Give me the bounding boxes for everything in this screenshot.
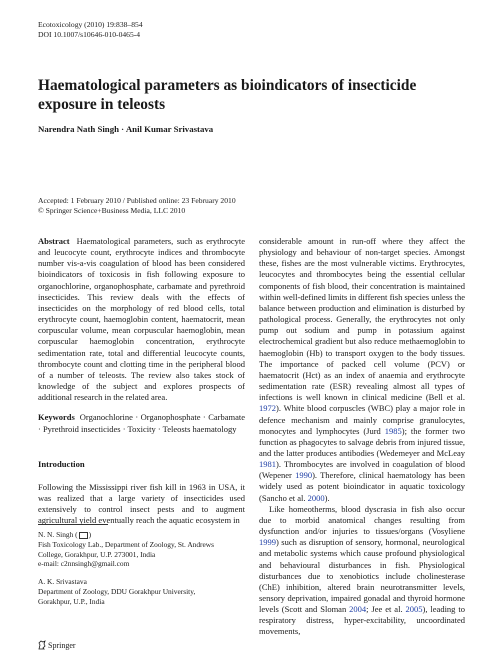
accepted-line: Accepted: 1 February 2010 / Published online: 23 February 2010 [38, 196, 236, 205]
abstract [38, 236, 245, 403]
publication-dates [38, 196, 236, 216]
keywords-label: Keywords [38, 412, 75, 423]
keywords-text: Organochlorine · Organophosphate · Carbamate · Pyrethroid insecticides · Toxicity · Teleosts haematology [38, 412, 246, 434]
citation-link[interactable]: 1981 [259, 459, 276, 470]
citation-link[interactable]: 2000 [307, 492, 325, 503]
body-text: ; Jee et al. [366, 604, 406, 615]
citation-link[interactable]: 1990 [295, 470, 313, 481]
author-1-name: N. N. Singh [38, 530, 74, 539]
body-paragraph-1 [259, 236, 465, 504]
citation-link[interactable]: 2004 [349, 604, 367, 615]
author-1-email[interactable]: e-mail: c2nnsingh@gmail.com [38, 559, 130, 569]
affiliation-1: N. N. Singh ( ) Fish Toxicology Lab., Department of Zoology, St. Andrews College, Gorakhpur, U.P. 273001, India e-mail: c2nnsingh@gmail.com [38, 530, 215, 569]
doi-line: DOI 10.1007/s10646-010-0465-4 [38, 30, 141, 39]
author-2-name: A. K. Srivastava [38, 577, 87, 587]
citation-link[interactable]: 2005 [405, 604, 423, 615]
citation-link[interactable]: 1972 [259, 403, 276, 414]
body-text: ). Therefore, clinical haematology has been widely used as potent bioindicator in aquatic toxicology (Sancho et al. [259, 470, 465, 503]
body-text: Like homeotherms, blood dyscrasia in fish also occur due to morbid anatomical changes resulting from dysfunction and/or injuries to tissues/organs (Vosyliene [259, 503, 465, 537]
affiliations [38, 530, 248, 607]
body-text: ) such as disruption of sensory, hormonal, neurological and metabolic systems which cause profound physiological and behavioural disturbances in fish. Physiological disturbances due to xenobiotics include cholinesterase (ChE) inhibition, altered brain neurotransmitter levels, sensory deprivation, impaired gonadal and thyroid hormone levels (Scott and Sloman [259, 537, 465, 615]
abstract-text: Haematological parameters, such as erythrocyte and leucocyte count, erythrocyte indices and thrombocyte number vis-a-vis coagulation of blood has been considered bioindicators of toxicosis in fish following exposure to organochlorine, organophosphate, carbamate and pyrethroid insecticides. This review deals with the effects of insecticides on the morphology of red blood cells, total erythrocyte count, haemoglobin content, haematocrit, mean corpuscular volume, mean corpuscular haemoglobin, mean corpuscular haemoglobin concentration, erythrocyte sedimentation rate, total and differential leucocyte counts, thrombocyte count and clotting time in the peripheral blood of a number of teleosts. The review also takes stock of knowledge of the subject and explores prospects of additional research in the related area. [38, 236, 245, 403]
publisher-name: Springer [48, 640, 76, 650]
copyright-line: © Springer Science+Business Media, LLC 2010 [38, 206, 186, 215]
body-text: ). [324, 492, 330, 503]
citation-link[interactable]: 1999 [259, 537, 276, 548]
envelope-icon [79, 532, 88, 539]
body-text: ). White blood corpuscles (WBC) play a major role in defence mechanism and mainly comprise granulocytes, monocytes and lymphocytes (Jurd [259, 403, 465, 436]
citation-link[interactable]: 1985 [384, 425, 402, 436]
body-text: considerable amount in run-off where they affect the physiology and behaviour of non-target species. Amongst these, fishes are the most vulnerable victims. Erythrocytes, leucocytes and thrombocytes being the essential cellular components of fish blood, their concentration is maintained within well-defined limits in different fish species unless the balance between production and elimination is disturbed by pathological process. Generally, the erythrocytes not only pump out sodium and pump in potassium against electrochemical gradient but also reduce methaemoglobin to haemoglobin (Hb) to transport oxygen to the body tissues. The importance of packed cell volume (PCV) or haematocrit (Hct) as an index of anaemia and erythrocyte sedimentation rate (ESR) revealing almost all types of infections is well known in clinical medicine (Bell et al. [259, 236, 465, 403]
author-2-address-line-1: Department of Zoology, DDU Gorakhpur University, [38, 586, 196, 596]
affiliation-2 [38, 577, 248, 606]
introduction-paragraph: Following the Mississippi river fish kill in 1963 in USA, it was realized that a large variety of insecticides used extensively to control insect pests and to augment agricultural yield eventually reach the aquatic ecosystem in [38, 481, 245, 526]
author-line: Narendra Nath Singh · Anil Kumar Srivastava [38, 124, 214, 134]
body-text: ); the former two function as phagocytes to salvage debris from injured tissue, and the latter produces antibodies (Wedemeyer and McLeay [259, 425, 466, 458]
author-1-address-line-2: College, Gorakhpur, U.P. 273001, India [38, 549, 156, 559]
article-title: Haematological parameters as bioindicators of insecticide exposure in teleosts [38, 77, 417, 113]
body-text: ), leading to respiratory distress, hyper-excitability, uncoordinated movements, [259, 604, 465, 637]
body-paragraph-2 [259, 504, 465, 638]
right-column [259, 236, 465, 638]
abstract-label: Abstract [38, 236, 70, 246]
publisher-footer [38, 640, 76, 650]
author-1-address-line-1: Fish Toxicology Lab., Department of Zoology, St. Andrews [38, 539, 215, 549]
footnote-rule [38, 524, 108, 525]
journal-header [38, 20, 143, 40]
keywords [38, 412, 245, 434]
author-2-address-line-2: Gorakhpur, U.P., India [38, 596, 105, 606]
journal-citation: Ecotoxicology (2010) 19:838–854 [38, 20, 143, 29]
left-column [38, 236, 245, 526]
body-text: ). Thrombocytes are involved in coagulation of blood (Wepener [259, 459, 465, 481]
introduction-heading: Introduction [38, 458, 85, 469]
springer-horse-icon [38, 640, 46, 650]
